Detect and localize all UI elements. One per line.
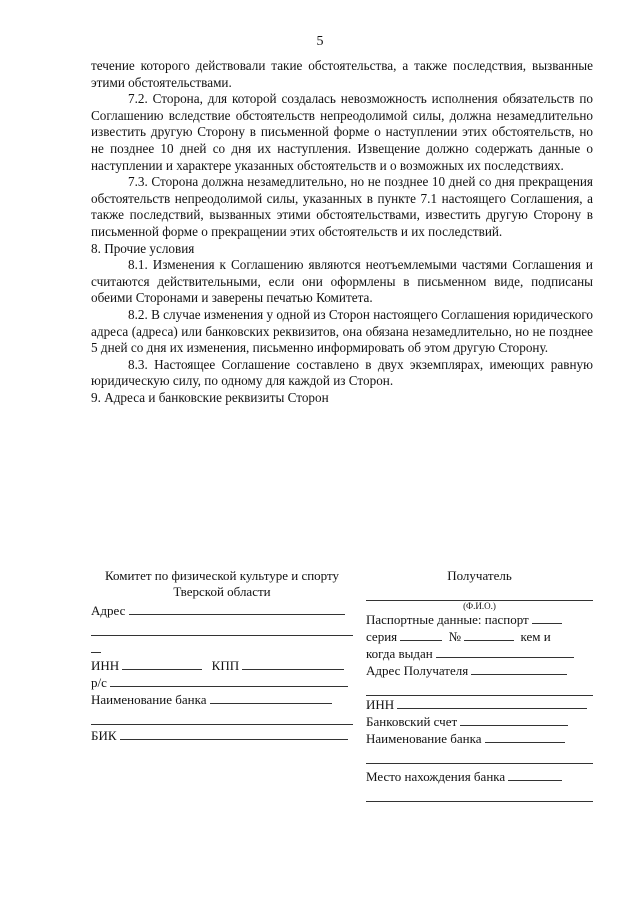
recipient-number-field[interactable] — [464, 628, 514, 641]
committee-address-line-3[interactable] — [91, 638, 101, 653]
paragraph-8-3: 8.3. Настоящее Соглашение составлено в двух экземплярах, имеющих равную юридическую силу, по одному для каждой из Сторон. — [91, 356, 593, 389]
committee-rs-label: р/с — [91, 675, 107, 690]
committee-requisites — [91, 568, 353, 744]
recipient-title: Получатель — [447, 568, 512, 583]
committee-bank-label: Наименование банка — [91, 692, 207, 707]
committee-kpp-field[interactable] — [242, 657, 344, 670]
committee-bank-field[interactable] — [210, 691, 332, 704]
recipient-bank-label: Наименование банка — [366, 731, 482, 746]
document-body — [91, 58, 593, 406]
recipient-inn-field[interactable] — [397, 696, 587, 709]
committee-bik-label: БИК — [91, 728, 117, 743]
recipient-inn-row — [366, 696, 593, 713]
recipient-requisites — [366, 568, 593, 802]
recipient-series-field[interactable] — [400, 628, 442, 641]
committee-bik-row — [91, 727, 353, 744]
paragraph-7-1-continuation: течение которого действовали такие обстоятельства, а также последствия, вызванные этими обстоятельствами. — [91, 58, 593, 90]
recipient-bank-location-field[interactable] — [508, 768, 562, 781]
section-9-heading: 9. Адреса и банковские реквизиты Сторон — [91, 389, 329, 405]
recipient-passport-label: Паспортные данные: паспорт — [366, 612, 529, 627]
recipient-issued-row — [366, 645, 593, 662]
recipient-inn-label: ИНН — [366, 697, 395, 712]
recipient-passport-row — [366, 611, 593, 628]
committee-address-row — [91, 602, 353, 619]
committee-address-line-2[interactable] — [91, 621, 353, 636]
recipient-bank-row — [366, 730, 593, 747]
recipient-address-line-2[interactable] — [366, 681, 593, 696]
recipient-bank-location-row — [366, 768, 593, 785]
recipient-bank-location-label: Место нахождения банка — [366, 769, 506, 784]
recipient-issued-field[interactable] — [436, 645, 574, 658]
recipient-series-row — [366, 628, 593, 645]
committee-rs-field[interactable] — [110, 674, 348, 687]
committee-inn-field[interactable] — [122, 657, 202, 670]
recipient-number-label: № — [448, 629, 462, 644]
recipient-account-row — [366, 713, 593, 730]
paragraph-8-1: 8.1. Изменения к Соглашению являются неотъемлемыми частями Соглашения и считаются действительными, если они оформлены в письменном виде, подписаны обеими Сторонами и заверены печатью Комитета. — [91, 257, 593, 306]
committee-address-field[interactable] — [129, 602, 345, 615]
recipient-fio-caption: (Ф.И.О.) — [463, 601, 496, 611]
recipient-series-label: серия — [366, 629, 398, 644]
committee-title: Комитет по физической культуре и спорту Тверской области — [104, 568, 340, 599]
recipient-account-label: Банковский счет — [366, 714, 458, 729]
committee-address-label: Адрес — [91, 603, 126, 618]
recipient-address-label: Адрес Получателя — [366, 663, 469, 678]
committee-bik-field[interactable] — [120, 727, 348, 740]
section-8-heading: 8. Прочие условия — [91, 240, 195, 256]
committee-kpp-label: КПП — [211, 658, 240, 673]
requisites-block — [91, 568, 593, 828]
paragraph-7-3: 7.3. Сторона должна незамедлительно, но не позднее 10 дней со дня прекращения обстоятельств непреодолимой силы, указанных в пункте 7.1 настоящего Соглашения, а также последствий, вызванных этими обстоятельствами, известить другую Сторону в письменной форме о прекращении этих обстоятельств и их последствий. — [91, 174, 593, 239]
recipient-address-field[interactable] — [471, 662, 567, 675]
recipient-passport-field[interactable] — [532, 611, 562, 624]
recipient-bank-field[interactable] — [485, 730, 565, 743]
recipient-bank-line-2[interactable] — [366, 749, 593, 764]
recipient-account-field[interactable] — [460, 713, 568, 726]
page-number: 5 — [316, 34, 324, 49]
committee-inn-kpp-row — [91, 657, 353, 674]
recipient-issued-by-label: кем и — [520, 629, 551, 644]
committee-inn-label: ИНН — [91, 658, 120, 673]
recipient-fio-field[interactable] — [366, 586, 593, 601]
committee-bank-line-2[interactable] — [91, 710, 353, 725]
paragraph-8-2: 8.2. В случае изменения у одной из Сторон настоящего Соглашения юридического адреса (адреса) или банковских реквизитов, она обязана незамедлительно, но не позднее 5 дней со дня их изменения, письменно информировать об этом другую Сторону. — [91, 306, 593, 356]
committee-rs-row — [91, 674, 353, 691]
paragraph-7-2: 7.2. Сторона, для которой создалась невозможность исполнения обязательств по Соглашению вследствие обстоятельств непреодолимой силы, должна незамедлительно известить другую Сторону в письменной форме о наступлении этих обстоятельств, но не позднее 10 дней со дня их наступления. Извещение должно содержать данные о наступлении и характере указанных обстоятельств и о возможных их последствиях. — [91, 91, 593, 173]
recipient-issued-when-label: когда выдан — [366, 646, 433, 661]
recipient-bank-location-line-2[interactable] — [366, 787, 593, 802]
committee-bank-row — [91, 691, 353, 708]
recipient-address-row — [366, 662, 593, 679]
